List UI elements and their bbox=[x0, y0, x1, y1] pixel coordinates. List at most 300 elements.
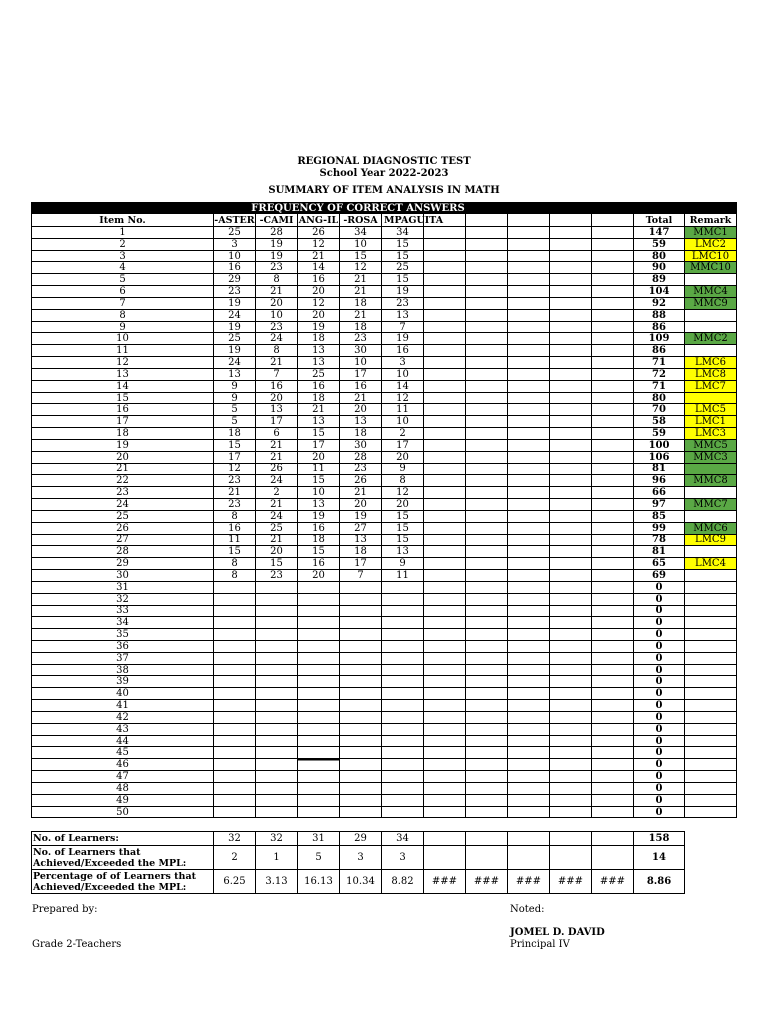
summary-value: 3 bbox=[382, 846, 424, 870]
section-count bbox=[550, 747, 592, 759]
section-count bbox=[592, 535, 634, 547]
section-count bbox=[424, 665, 466, 677]
principal-title: Principal IV bbox=[510, 939, 570, 950]
summary-row bbox=[32, 846, 685, 870]
section-count bbox=[592, 440, 634, 452]
section-count bbox=[298, 665, 340, 677]
section-count bbox=[550, 475, 592, 487]
item-row bbox=[32, 357, 737, 369]
item-total: 80 bbox=[634, 251, 685, 263]
remark-cell: LMC3 bbox=[685, 428, 737, 440]
remark-cell: LMC4 bbox=[685, 558, 737, 570]
section-count bbox=[214, 617, 256, 629]
section-count bbox=[508, 606, 550, 618]
section-count: 8 bbox=[214, 570, 256, 582]
item-total: 0 bbox=[634, 676, 685, 688]
section-count bbox=[214, 771, 256, 783]
section-count bbox=[508, 239, 550, 251]
section-count bbox=[592, 345, 634, 357]
section-count bbox=[214, 700, 256, 712]
section-count bbox=[508, 393, 550, 405]
remark-cell bbox=[685, 747, 737, 759]
section-count: 25 bbox=[256, 523, 298, 535]
section-count bbox=[340, 747, 382, 759]
item-total: 0 bbox=[634, 653, 685, 665]
section-count bbox=[508, 582, 550, 594]
section-count: 25 bbox=[214, 333, 256, 345]
section-count: 20 bbox=[340, 404, 382, 416]
column-header-row bbox=[32, 214, 737, 227]
section-count bbox=[550, 416, 592, 428]
section-count bbox=[550, 381, 592, 393]
section-count bbox=[340, 700, 382, 712]
section-count bbox=[256, 606, 298, 618]
section-count bbox=[508, 594, 550, 606]
section-count bbox=[508, 558, 550, 570]
section-count bbox=[592, 665, 634, 677]
section-count bbox=[466, 452, 508, 464]
item-number: 26 bbox=[32, 523, 214, 535]
section-count bbox=[382, 629, 424, 641]
section-count bbox=[214, 747, 256, 759]
section-count bbox=[550, 298, 592, 310]
item-total: 0 bbox=[634, 747, 685, 759]
item-row bbox=[32, 499, 737, 511]
section-count bbox=[424, 617, 466, 629]
section-count bbox=[340, 771, 382, 783]
summary-value bbox=[424, 832, 466, 846]
section-count bbox=[550, 606, 592, 618]
section-header-sampaguita: MPAGUITA bbox=[384, 214, 444, 226]
section-count bbox=[592, 333, 634, 345]
section-count bbox=[340, 807, 382, 819]
section-count bbox=[592, 759, 634, 771]
item-row bbox=[32, 594, 737, 606]
item-row bbox=[32, 523, 737, 535]
section-count bbox=[550, 629, 592, 641]
section-count bbox=[382, 676, 424, 688]
section-count bbox=[424, 594, 466, 606]
item-number: 39 bbox=[32, 676, 214, 688]
item-number: 20 bbox=[32, 452, 214, 464]
item-number: 10 bbox=[32, 333, 214, 345]
section-count bbox=[466, 665, 508, 677]
item-row bbox=[32, 747, 737, 759]
item-number: 46 bbox=[32, 759, 214, 771]
remark-cell: MMC5 bbox=[685, 440, 737, 452]
section-count: 13 bbox=[382, 546, 424, 558]
summary-value bbox=[424, 846, 466, 870]
section-count: 13 bbox=[256, 404, 298, 416]
section-count: 19 bbox=[214, 322, 256, 334]
section-count bbox=[466, 464, 508, 476]
section-count bbox=[550, 464, 592, 476]
section-header-blank bbox=[550, 214, 592, 227]
summary-label-line: Percentage of of Learners that bbox=[33, 870, 197, 882]
item-total: 0 bbox=[634, 700, 685, 712]
section-count: 10 bbox=[340, 239, 382, 251]
remark-cell bbox=[685, 606, 737, 618]
section-count bbox=[466, 369, 508, 381]
remark-cell bbox=[685, 310, 737, 322]
section-count bbox=[550, 582, 592, 594]
section-count bbox=[466, 511, 508, 523]
section-count: 13 bbox=[298, 357, 340, 369]
section-count bbox=[424, 558, 466, 570]
section-count: 17 bbox=[382, 440, 424, 452]
remark-cell bbox=[685, 594, 737, 606]
remark-header: Remark bbox=[685, 214, 737, 227]
section-count bbox=[382, 807, 424, 819]
item-row bbox=[32, 582, 737, 594]
section-count: 12 bbox=[382, 487, 424, 499]
section-count bbox=[256, 807, 298, 819]
section-count bbox=[508, 653, 550, 665]
section-count bbox=[550, 665, 592, 677]
prepared-by-role: Grade 2-Teachers bbox=[32, 939, 122, 950]
item-row bbox=[32, 570, 737, 582]
remark-cell bbox=[685, 487, 737, 499]
section-count: 18 bbox=[340, 428, 382, 440]
section-count: 30 bbox=[340, 345, 382, 357]
item-number: 21 bbox=[32, 464, 214, 476]
summary-value: ### bbox=[424, 870, 466, 894]
item-row bbox=[32, 688, 737, 700]
summary-value: 8.82 bbox=[382, 870, 424, 894]
section-count bbox=[592, 475, 634, 487]
item-number: 24 bbox=[32, 499, 214, 511]
section-count bbox=[508, 310, 550, 322]
section-count bbox=[508, 251, 550, 263]
section-count bbox=[508, 227, 550, 239]
section-count bbox=[466, 546, 508, 558]
section-count bbox=[508, 274, 550, 286]
item-row bbox=[32, 262, 737, 274]
section-count bbox=[466, 322, 508, 334]
item-total: 0 bbox=[634, 582, 685, 594]
section-count: 19 bbox=[298, 322, 340, 334]
section-count bbox=[382, 653, 424, 665]
section-count bbox=[466, 487, 508, 499]
item-row bbox=[32, 535, 737, 547]
section-count bbox=[424, 795, 466, 807]
section-count bbox=[466, 535, 508, 547]
section-count bbox=[298, 606, 340, 618]
section-count bbox=[424, 251, 466, 263]
item-row bbox=[32, 724, 737, 736]
section-count bbox=[508, 322, 550, 334]
section-count bbox=[340, 736, 382, 748]
section-count bbox=[466, 747, 508, 759]
section-count bbox=[466, 239, 508, 251]
section-count: 8 bbox=[256, 345, 298, 357]
section-count: 21 bbox=[256, 357, 298, 369]
section-count bbox=[466, 724, 508, 736]
section-count bbox=[424, 546, 466, 558]
item-number: 30 bbox=[32, 570, 214, 582]
section-count bbox=[550, 227, 592, 239]
item-total: 0 bbox=[634, 759, 685, 771]
summary-value: 1 bbox=[256, 846, 298, 870]
remark-cell: LMC8 bbox=[685, 369, 737, 381]
section-count bbox=[424, 475, 466, 487]
section-count: 11 bbox=[298, 464, 340, 476]
section-count bbox=[508, 487, 550, 499]
section-count bbox=[508, 546, 550, 558]
section-count bbox=[508, 771, 550, 783]
item-number: 16 bbox=[32, 404, 214, 416]
section-count bbox=[466, 700, 508, 712]
section-count bbox=[592, 310, 634, 322]
section-count bbox=[466, 333, 508, 345]
section-count bbox=[550, 393, 592, 405]
section-count bbox=[466, 676, 508, 688]
section-header-blank bbox=[424, 214, 466, 227]
section-count: 16 bbox=[298, 523, 340, 535]
section-count bbox=[508, 783, 550, 795]
section-count bbox=[382, 724, 424, 736]
item-row bbox=[32, 487, 737, 499]
section-count: 15 bbox=[382, 523, 424, 535]
summary-label-line: No. of Learners: bbox=[33, 833, 119, 844]
summary-row bbox=[32, 870, 685, 894]
item-number: 5 bbox=[32, 274, 214, 286]
item-total: 104 bbox=[634, 286, 685, 298]
section-count bbox=[424, 227, 466, 239]
section-count bbox=[382, 736, 424, 748]
section-count: 24 bbox=[214, 310, 256, 322]
section-count bbox=[592, 700, 634, 712]
section-count bbox=[550, 369, 592, 381]
section-count: 9 bbox=[382, 558, 424, 570]
section-count: 24 bbox=[256, 511, 298, 523]
section-count: 20 bbox=[382, 499, 424, 511]
section-count: 3 bbox=[382, 357, 424, 369]
section-count bbox=[508, 688, 550, 700]
section-count bbox=[298, 617, 340, 629]
section-count: 19 bbox=[382, 333, 424, 345]
section-count bbox=[592, 807, 634, 819]
section-count: 19 bbox=[298, 511, 340, 523]
remark-cell bbox=[685, 688, 737, 700]
section-count bbox=[466, 345, 508, 357]
section-count bbox=[424, 416, 466, 428]
summary-label bbox=[32, 870, 214, 894]
section-count: 23 bbox=[214, 286, 256, 298]
remark-cell bbox=[685, 807, 737, 819]
section-count: 13 bbox=[340, 535, 382, 547]
item-number: 33 bbox=[32, 606, 214, 618]
section-count bbox=[508, 298, 550, 310]
item-row bbox=[32, 771, 737, 783]
section-count bbox=[256, 665, 298, 677]
item-number: 41 bbox=[32, 700, 214, 712]
remark-cell bbox=[685, 795, 737, 807]
section-count bbox=[466, 570, 508, 582]
section-count: 28 bbox=[256, 227, 298, 239]
section-count: 24 bbox=[256, 333, 298, 345]
section-count: 15 bbox=[214, 440, 256, 452]
item-row bbox=[32, 239, 737, 251]
section-count: 21 bbox=[214, 487, 256, 499]
section-count bbox=[550, 262, 592, 274]
section-count bbox=[382, 617, 424, 629]
item-number: 23 bbox=[32, 487, 214, 499]
section-count bbox=[256, 724, 298, 736]
item-row bbox=[32, 736, 737, 748]
section-count bbox=[298, 795, 340, 807]
section-count: 26 bbox=[256, 464, 298, 476]
section-count bbox=[424, 310, 466, 322]
item-row bbox=[32, 369, 737, 381]
section-count: 20 bbox=[340, 499, 382, 511]
summary-value bbox=[508, 832, 550, 846]
summary-value bbox=[466, 846, 508, 870]
section-count bbox=[424, 724, 466, 736]
section-count: 10 bbox=[214, 251, 256, 263]
section-count bbox=[424, 404, 466, 416]
section-count: 10 bbox=[256, 310, 298, 322]
section-count bbox=[592, 499, 634, 511]
section-count bbox=[382, 783, 424, 795]
section-count bbox=[214, 736, 256, 748]
remark-cell bbox=[685, 736, 737, 748]
item-total: 90 bbox=[634, 262, 685, 274]
item-number: 35 bbox=[32, 629, 214, 641]
section-header-rosal: -ROSA bbox=[340, 214, 382, 227]
section-count bbox=[508, 712, 550, 724]
item-total: 99 bbox=[634, 523, 685, 535]
item-total: 92 bbox=[634, 298, 685, 310]
section-count: 24 bbox=[214, 357, 256, 369]
section-count bbox=[550, 641, 592, 653]
section-count bbox=[592, 452, 634, 464]
item-total: 81 bbox=[634, 464, 685, 476]
section-count: 13 bbox=[298, 499, 340, 511]
section-count bbox=[298, 783, 340, 795]
section-count bbox=[550, 570, 592, 582]
section-count: 21 bbox=[256, 535, 298, 547]
section-count bbox=[382, 688, 424, 700]
section-count: 23 bbox=[382, 298, 424, 310]
section-count bbox=[592, 712, 634, 724]
section-count bbox=[592, 582, 634, 594]
item-total: 0 bbox=[634, 771, 685, 783]
section-count bbox=[340, 688, 382, 700]
item-row bbox=[32, 546, 737, 558]
section-count bbox=[424, 440, 466, 452]
section-count: 15 bbox=[382, 511, 424, 523]
item-number: 17 bbox=[32, 416, 214, 428]
section-count: 20 bbox=[382, 452, 424, 464]
section-count: 15 bbox=[298, 546, 340, 558]
section-count: 25 bbox=[214, 227, 256, 239]
section-count bbox=[424, 322, 466, 334]
item-total: 69 bbox=[634, 570, 685, 582]
section-count: 16 bbox=[214, 262, 256, 274]
section-count bbox=[382, 759, 424, 771]
section-count bbox=[550, 712, 592, 724]
section-count bbox=[382, 747, 424, 759]
section-count: 10 bbox=[340, 357, 382, 369]
section-count bbox=[508, 369, 550, 381]
item-row bbox=[32, 310, 737, 322]
remark-cell: LMC10 bbox=[685, 251, 737, 263]
item-row bbox=[32, 333, 737, 345]
section-count: 20 bbox=[298, 452, 340, 464]
section-count bbox=[466, 286, 508, 298]
section-count bbox=[256, 582, 298, 594]
section-count bbox=[424, 333, 466, 345]
section-count: 11 bbox=[382, 570, 424, 582]
item-row bbox=[32, 251, 737, 263]
section-count bbox=[340, 617, 382, 629]
section-count bbox=[340, 653, 382, 665]
item-total: 0 bbox=[634, 629, 685, 641]
item-total: 97 bbox=[634, 499, 685, 511]
remark-cell: MMC4 bbox=[685, 286, 737, 298]
remark-cell: MMC10 bbox=[685, 262, 737, 274]
item-no-header: Item No. bbox=[32, 214, 214, 227]
section-count bbox=[550, 688, 592, 700]
section-count: 8 bbox=[256, 274, 298, 286]
section-count bbox=[214, 665, 256, 677]
remark-cell bbox=[685, 771, 737, 783]
section-count: 21 bbox=[256, 452, 298, 464]
remark-cell bbox=[685, 665, 737, 677]
item-number: 7 bbox=[32, 298, 214, 310]
section-count bbox=[466, 393, 508, 405]
section-count: 21 bbox=[340, 487, 382, 499]
item-row bbox=[32, 665, 737, 677]
item-total: 59 bbox=[634, 239, 685, 251]
item-row bbox=[32, 227, 737, 239]
section-count: 17 bbox=[214, 452, 256, 464]
summary-value: 10.34 bbox=[340, 870, 382, 894]
section-count: 19 bbox=[340, 511, 382, 523]
section-count: 18 bbox=[340, 546, 382, 558]
section-count: 17 bbox=[340, 369, 382, 381]
item-analysis-table bbox=[31, 202, 737, 818]
item-number: 34 bbox=[32, 617, 214, 629]
section-count bbox=[424, 357, 466, 369]
summary-value: 16.13 bbox=[298, 870, 340, 894]
remark-cell: MMC3 bbox=[685, 452, 737, 464]
section-count: 20 bbox=[256, 393, 298, 405]
section-count bbox=[550, 357, 592, 369]
item-row bbox=[32, 464, 737, 476]
remark-cell: LMC2 bbox=[685, 239, 737, 251]
section-count: 25 bbox=[298, 369, 340, 381]
section-count: 15 bbox=[298, 475, 340, 487]
section-count: 21 bbox=[340, 393, 382, 405]
section-count bbox=[550, 322, 592, 334]
item-total: 109 bbox=[634, 333, 685, 345]
summary-value bbox=[508, 846, 550, 870]
item-total: 0 bbox=[634, 712, 685, 724]
section-count: 16 bbox=[382, 345, 424, 357]
frequency-banner: FREQUENCY OF CORRECT ANSWERS bbox=[32, 203, 685, 214]
item-number: 12 bbox=[32, 357, 214, 369]
section-count bbox=[592, 227, 634, 239]
section-count: 13 bbox=[340, 416, 382, 428]
section-count bbox=[214, 759, 256, 771]
item-number: 2 bbox=[32, 239, 214, 251]
item-total: 0 bbox=[634, 783, 685, 795]
item-total: 66 bbox=[634, 487, 685, 499]
item-rows bbox=[32, 227, 737, 818]
section-count bbox=[550, 239, 592, 251]
